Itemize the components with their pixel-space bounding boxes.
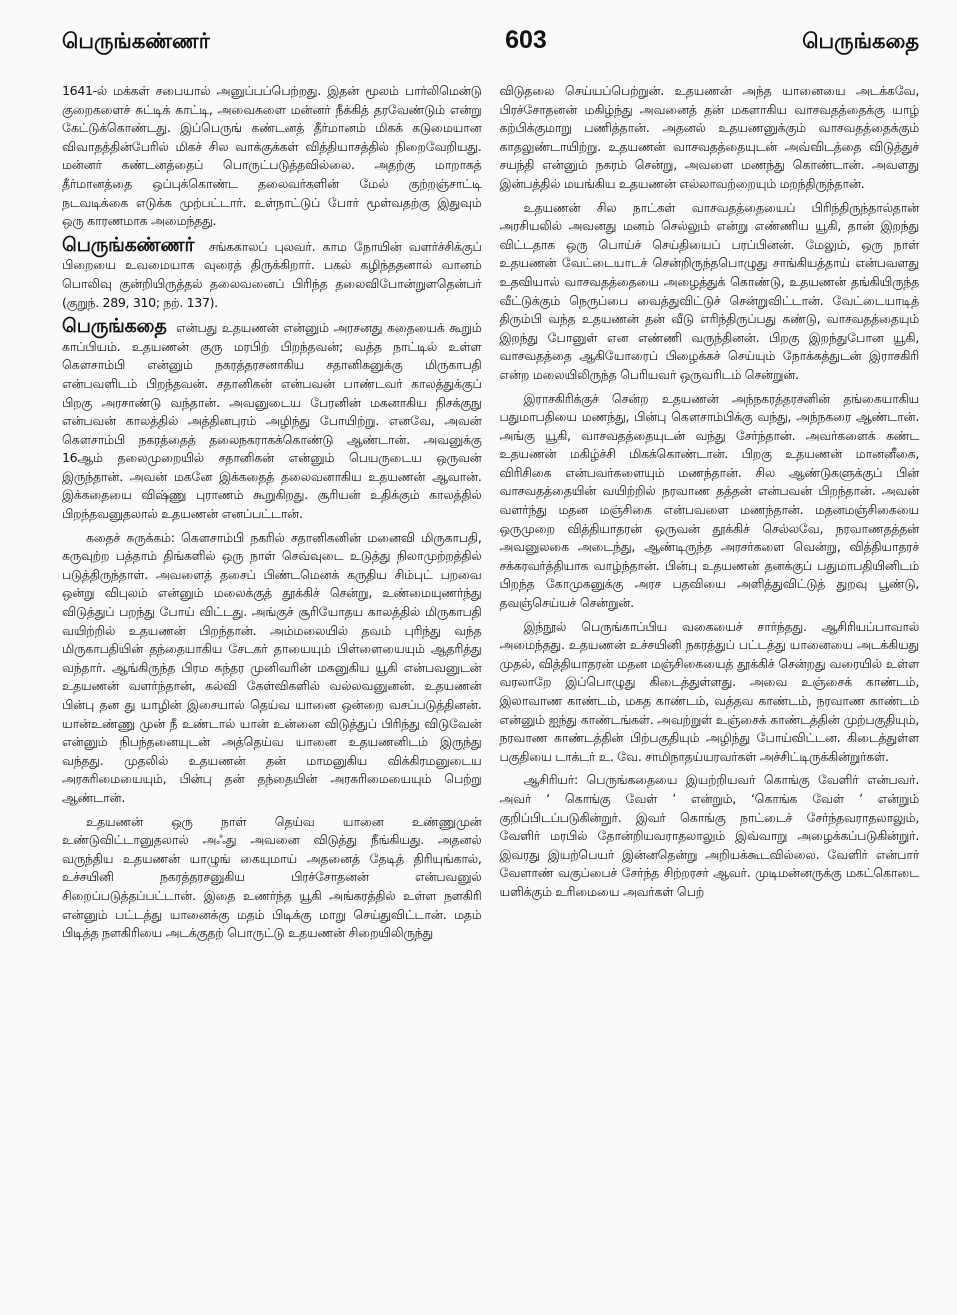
running-head-left: பெருங்கண்ணர் <box>62 29 210 53</box>
left-column <box>62 82 482 948</box>
paragraph: உதயணன் சில நாட்கள் வாசவதத்தையைப் பிரிந்திருந்தால்தான் அரசியலில் அவனது மனம் செல்லும் என்று எண்ணிய யூகி, தான் இறந்து விட்டதாக ஒரு பொய்ச் செய்தியைப் பரப்பினன். மேலும், ஒரு நாள் உதயணன் வேட்டையாடச் சென்றிருந்தபொழுது சாங்கியத்தாய் என்பவளது உதவியால் வாசவதத்தையை அழைத்துக் கொண்டு, உதயணன் தங்கியிருந்த வீட்டுக்கும் நெருப்பை வைத்துவிட்டுச் சென்றுவிட்டான். வேட்டையாடித் திரும்பி வந்த உதயணன் தன் வீடு எரிந்திருப்பது கண்டு, வாசவதத்தையும் இறந்து போனுள் என எண்ணி வருந்தினன். பிறகு இறந்துபோன யூகி, வாசவதத்தை ஆகியோரைப் பிழைக்கச் செய்யும் நோக்கத்துடன் இராசகிரி என்ற மலையிலிருந்த பெரியவர் ஒருவரிடம் சென்றுன். <box>499 199 919 382</box>
encyclopedia-entry <box>62 317 482 524</box>
paragraph: இராசகிரிக்குச் சென்ற உதயணன் அந்நகரத்தரசனின் தங்கையாகிய பதுமாபதியை மணந்து, பின்பு கௌசாம்பிக்கு வந்து, அந்நகரை ஆண்டான். அங்கு யூகி, வாசவதத்தையுடன் வந்து சேர்ந்தான். அவர்களைக் கண்ட உதயணன் மகிழ்ச்சி மிகக்கொண்டான். பிறகு உதயணன் மானனீகை, விரிசிகை என்பவர்களையும் மணந்தான். சில ஆண்டுகளுக்குப் பின் வாசவதத்தையின் வயிற்றில் நரவாண தத்தன் என்பவன் பிறந்தான். அவன் வளர்ந்து மதன மஞ்சிகை என்பவளை மணந்தான். மதனமஞ்சிகையை ஒருமுறை வித்தியாதரன் ஒருவன் தூக்கிச் செல்லவே, நரவாணதத்தன் அவனுலகை அடைந்து, ஆண்டிருந்த அரசர்களை வென்று, வித்தியாதரச் சக்கரவர்த்தியாக வாழ்ந்தான். பின்பு உதயணன் தனக்குப் பதுமாபதியினிடம் பிறந்த கோமுகனுக்கு அரச பதவியை அளித்துவிட்டுத் துறவு பூண்டு, தவஞ்செய்யச் சென்றுன். <box>499 390 919 611</box>
page-header <box>62 26 919 68</box>
paragraph: ஆசிரியர்: பெருங்கதையை இயற்றியவர் கொங்கு வேளிர் என்பவர். அவர் ‘ கொங்கு வேள் ’ என்றும், ‘கொங்க வேள் ’ என்றும் குறிப்பிடப்படுகின்றுர். இவர் கொங்கு நாட்டைச் சேர்ந்தவராதலாலும், வேளிர் மரபில் தோன்றியவராதலாலும் இவ்வாறு அழைக்கப்படுகின்றுர். இவரது இயற்பெயர் இன்னதென்று அறியக்கூடவில்லை. வேளிர் என்பார் வேளாண் வகுப்பைச் சேர்ந்த சிற்றரசர் ஆவர். முடிமன்னருக்கு மகட்கொடை யளிக்கும் உரிமையை அவர்கள் பெற் <box>499 772 919 899</box>
right-column <box>500 82 920 948</box>
encyclopedia-entry <box>62 233 482 312</box>
paragraph: விடுதலை செய்யப்பெற்றுன். உதயணன் அந்த யானையை அடக்கவே, பிரச்சோதனன் மகிழ்ந்து அவனைத் தன் மகளாகிய வாசவதத்தைக்கு யாழ் கற்பிக்குமாறு பணித்தான். அதனல் உதயணனுக்கும் வாசவதத்தைக்கும் காதலுண்டாயிற்று. உதயணன் வாசவதத்தையுடன் அவ்விடத்தை விடுத்துச் சயந்தி என்னும் நகரம் சென்று, அவளை மணந்து கொண்டான். அவளது இன்பத்தில் மயங்கிய உதயணன் எல்லாவற்றையும் மறந்திருந்தான். <box>499 83 919 191</box>
entry-heading: பெருங்கண்ணர் <box>62 233 195 256</box>
paragraph: கதைச் சுருக்கம்: கௌசாம்பி நகரில் சதானிகனின் மனைவி மிருகாபதி, கருவுற்ற பத்தாம் திங்களில் ஒரு நாள் செவ்வுடை உடுத்து நிலாமுற்றத்தில் படுத்திருந்தாள். அவளைத் தசைப் பிண்டமெனக் கருதிய சிம்புட் பறவை ஒன்று விபுலம் என்னும் மலைக்குத் தூக்கிச் சென்று, உண்மையுணர்ந்து விடுத்துப் பறந்து போய் விட்டது. அங்குச் சூரியோதய காலத்தில் மிருகாபதி வயிற்றில் உதயணன் பிறந்தான். அம்மலையில் தவம் புரிந்து வந்த மிருகாபதியின் தந்தையாகிய சேடகர் தாயையும் பிள்ளையையும் ஆதரித்து வந்தார். ஆங்கிருந்த பிரம சுந்தர முனிவரின் மகனுகிய யூகி என்பவனுடன் உதயணன் வளர்ந்தான், கல்வி கேள்விகளில் வல்லவனுனன். உதயணன் பின்பு தன து யாழின் இசையால் தெய்வ யானை ஒன்றை வசப்படுத்தினன். யான்உண்ணு முன் நீ உண்டால் யான் உன்னை விடுத்துப் பிரிந்து விடுவேன் என்னும் நிபந்தனையுடன் அத்தெய்வ யானை உதயணனிடம் இருந்து வந்தது. முதலில் உதயணன் தன் மாமனுகிய விக்கிரமனுடைய அரசுரிமையையும், பின்பு தன் தந்தையின் அரசுரிமையையும் பெற்று ஆண்டான். <box>62 529 482 805</box>
paragraph: உதயணன் ஒரு நாள் தெய்வ யானை உண்ணுமுன் உண்டுவிட்டானுதலால் அஃது அவனை விடுத்து நீங்கியது. அதனல் வருந்திய உதயணன் யாழுங் கையுமாய் அதனைத் தேடித் திரியுங்கால், உச்சயினி நகரத்தரசனுகிய பிரச்சோதனன் என்பவனுல் சிறைப்படுத்தப்பட்டான். இதை உணர்ந்த யூகி அங்கரத்தில் உள்ள நளகிரி என்னும் பட்டத்து யானைக்கு மதம் பிடிக்கு மாறு செய்துவிட்டான். மதம் பிடித்த நளகிரியை அடக்குதற் பொருட்டு உதயணன் சிறையிலிருந்து <box>62 813 482 941</box>
entry-heading: பெருங்கதை <box>62 315 167 338</box>
paragraph: இந்நூல் பெருங்காப்பிய வகையைச் சார்ந்தது. ஆசிரியப்பாவால் அமைந்தது. உதயணன் உச்சயினி நகரத்துப் பட்டத்து யானையை அடக்கியது முதல், வித்தியாதரன் மதன மஞ்சிகையைத் தூக்கிச் சென்றது வரையில் உள்ள வரலாறே இப்பொழுது கிடைத்துள்ளது. அவை உஞ்சைக் காண்டம், இலாவாண காண்டம், மகத காண்டம், வத்தவ காண்டம், நரவாண காண்டம் என்னும் ஐந்து காண்டங்கள். அவற்றுள் உஞ்சைக் காண்டத்தின் முற்பகுதியும், நரவாண காண்டத்தின் பிற்பகுதியும் அழிந்து போய்விட்டன. கிடைத்துள்ள பகுதியை டாக்டர் உ. வே. சாமிநாதய்யரவர்கள் அச்சிட்டிருக்கின்றுர்கள். <box>499 618 919 764</box>
text-columns <box>62 82 919 948</box>
page-number: 603 <box>505 26 547 54</box>
running-head-right: பெருங்கதை <box>802 29 919 53</box>
entry-text: சங்ககாலப் புலவர். காம நோயின் வளர்ச்சிக்குப் பிறையை உவமையாக வுரைத் திருக்கிறார். பகல் கழிந்ததனால் வானம் பொலிவு குன்றியிருத்தல் தலைவனைப் பிரிந்த தலைவிபோன்றுளதென்பர் (குறுந். 289, 310; நற். 137). <box>62 238 482 310</box>
paragraph: 1641-ல் மக்கள் சபையால் அனுப்பப்பெற்றது. இதன் மூலம் பார்லிமென்டு குறைகளைச் சுட்டிக் காட்டி, அவைகளை மன்னர் நீக்கித் தரவேண்டும் என்று கேட்டுக்கொண்டது. இப்பெருங் கண்டனத் தீர்மானம் மிகக் கடுமையான விவாதத்தின்பேரில் மிகச் சில வாக்குக்கள் வித்தியாசத்தில் நிறைவேறியது. மன்னர் கண்டனத்தைப் பொருட்படுத்தவில்லை. அதற்கு மாறாகத் தீர்மானத்தை ஒப்புக்கொண்ட தலைவர்களின் மேல் குற்றஞ்சாட்டி நடவடிக்கை எடுக்க முற்பட்டார். உள்நாட்டுப் போர் மூள்வதற்கு இதுவும் ஒரு காரணமாக அமைந்தது. <box>62 83 482 229</box>
entry-text: என்பது உதயணன் என்னும் அரசனது கதையைக் கூறும் காப்பியம். உதயணன் குரு மரபிற் பிறந்தவன்; வத்த நாட்டில் உள்ள கௌசாம்பி என்னும் நகரத்தரசனாகிய சதானிகனுக்கு மிருகாபதி என்பவளிடம் பிறந்தவன். சதானிகன் என்பவன் பாண்டவர் காலத்துக்குப் பிறகு அரசாண்டு வந்தான். அவனுடைய பேரனின் மகனாகிய நிசக்குநு என்பவன் காலத்தில் அத்தினபுரம் அழிந்து போயிற்று. எனவே, அவன் கௌசாம்பி நகரத்தைத் தலைநகராகக்கொண்டு ஆண்டான். அவனுக்கு 16ஆம் தலைமுறையில் சதானிகன் என்னும் பெயருடைய ஒருவன் இருந்தான். அவன் மகனே இக்கதைத் தலைவனாகிய உதயணன் ஆவான். இக்கதையை விஷ்ணு புராணம் கூறுகிறது. சூரியன் உதிக்கும் காலத்தில் பிறந்தவனுதலால் உதயணன் எனப்பட்டான். <box>62 320 482 522</box>
